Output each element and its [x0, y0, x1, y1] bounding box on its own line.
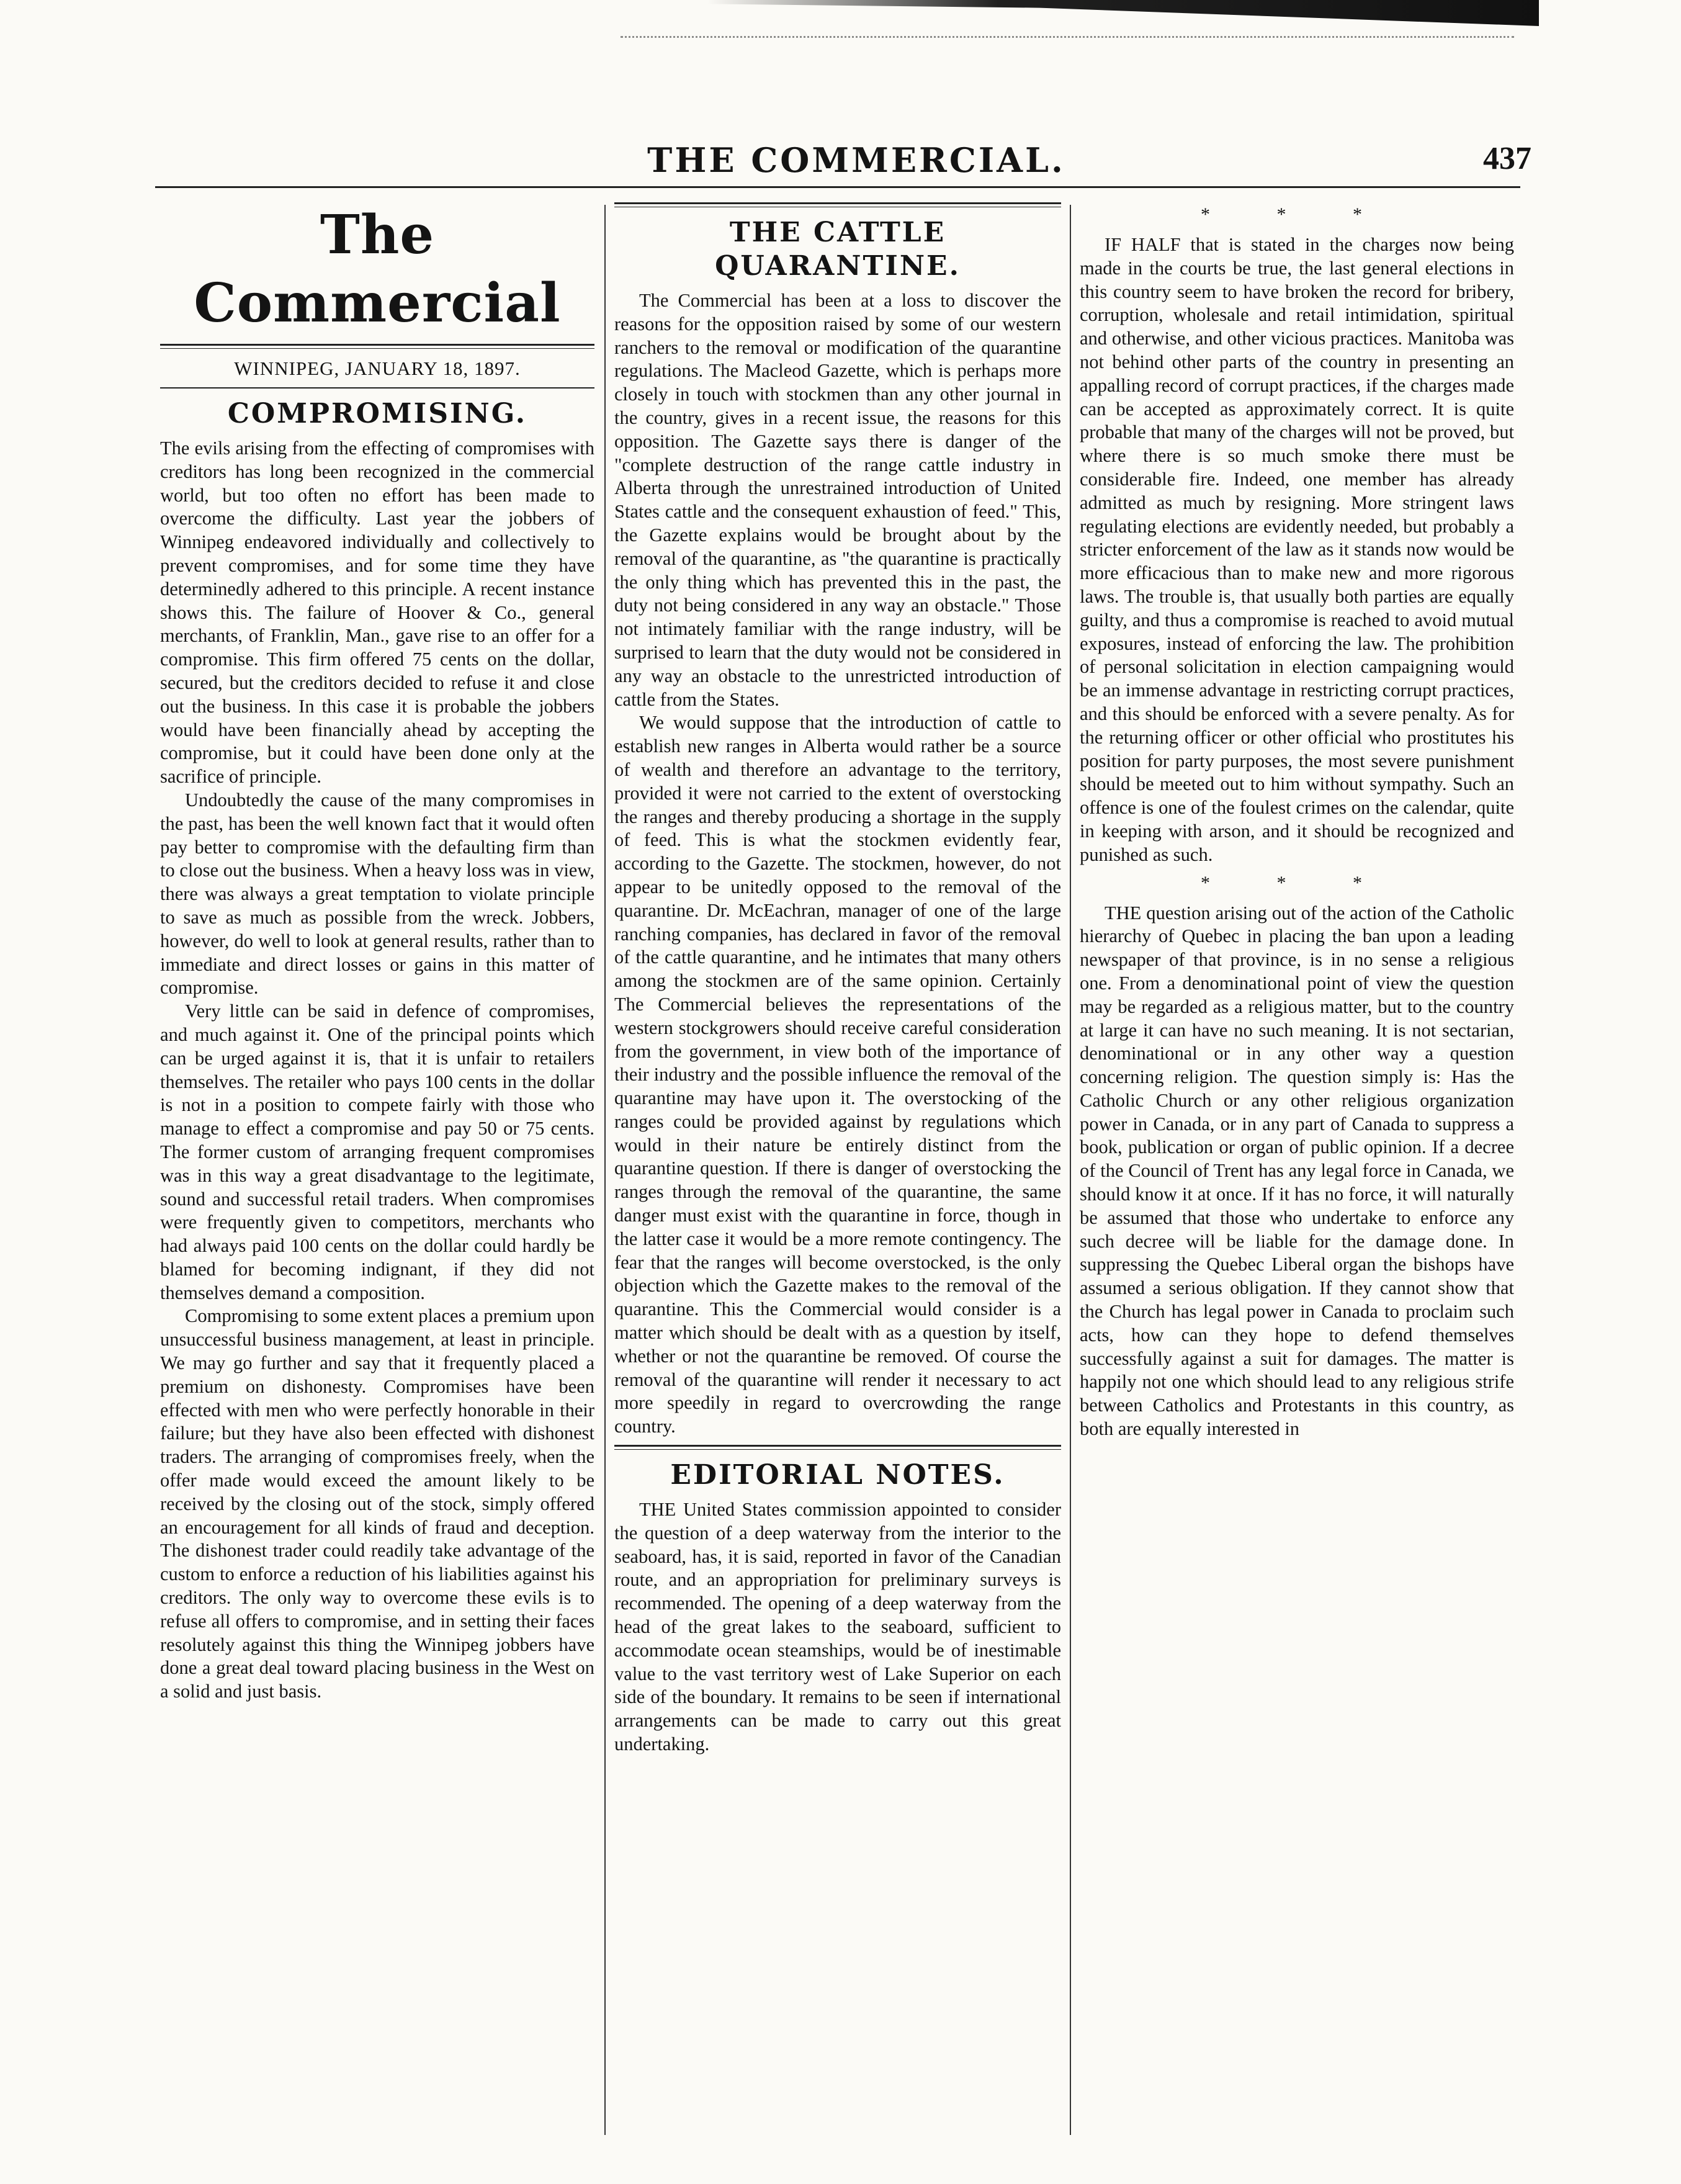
paragraph: Very little can be said in defence of compromises, and much against it. One of the principal points which can be urged against it is, that it is unfair to retailers themselves. The retailer who pays 100 cents in the dollar is not in a position to compete fairly with those who manage to effect a compromise and pay 50 or 75 cents. The former custom of arranging frequent compromises was in this way a great disadvantage to the legitimate, sound and successful retail traders. When compromises were frequently given to competitors, merchants who had always paid 100 cents on the dollar could hardly be blamed for becoming indignant, if they did not themselves demand a composition.	[160, 1000, 594, 1303]
separator-stars: * * *	[1201, 872, 1393, 893]
paragraph: The evils arising from the effecting of compromises with creditors has long been recognized in the commercial world, but too often no effort has been made to overcome the difficulty. Last year the jobbers of Winnipeg endeavored individually and collectively to prevent compromises, and for some time they have determinedly adhered to this principle. A recent instance shows this. The failure of Hoover & Co., general merchants, of Franklin, Man., gave rise to an offer for a compromise. This firm offered 75 cents on the dollar, secured, but the creditors decided to refuse it and close out the business. In this case it is probable the jobbers would have been financially ahead by accepting the compromise, but it could have been done only at the sacrifice of principle.	[160, 438, 594, 788]
header-rule	[155, 186, 1520, 188]
scan-artifact	[707, 0, 1539, 26]
running-head-title: THE COMMERCIAL.	[647, 140, 1065, 180]
paragraph: The Commercial has been at a loss to discover the reasons for the opposition raised by some of our western ranchers to the removal or modification of the quarantine regulations. The Macleod Gazette, which is perhaps more closely in touch with stockmen than any other journal in the country, gives in a recent issue, the reasons for this opposition. The Gazette says there is danger of the "complete destruction of the range cattle industry in Alberta through the unrestrained introduction of United States cattle and the consequent exhaustion of feed." This, the Gazette explains would be brought about by the removal of the quarantine, as "the quarantine is practically the only thing which has prevented this in the past, the duty not being considered in any way an obstacle." Those not intimately familiar with the range industry, will be surprised to learn that the duty would not be considered in any way an obstacle to the unrestricted introduction of cattle from the States.	[614, 290, 1061, 710]
title-rule	[160, 344, 594, 349]
heading-editorial-notes: EDITORIAL NOTES.	[670, 1459, 1005, 1491]
column-1	[160, 199, 594, 2129]
paragraph: IF HALF that is stated in the charges now being made in the courts be true, the last general elections in this country seem to have broken the record for bribery, corruption, wholesale and retail intimidation, spiritual and otherwise, and other vicious practices. Manitoba was not behind other parts of the country in presenting an appalling record of corrupt practices, if the charges made can be accepted as approximately correct. It is quite probable that many of the charges will not be proved, but where there is so much smoke there must be considerable fire. Indeed, one member has already admitted as much by resigning. More stringent laws regulating elections are evidently needed, but probably a stricter enforcement of the law as it stands now would be more efficacious than to make new and more rigorous laws. The trouble is, that usually both parties are equally guilty, and thus a compromise is reached to avoid mutual exposures, instead of enforcing the law. The prohibition of personal solicitation in election campaigning would be an immense advantage in restricting corrupt practices, and this should be enforced with a severe penalty. As for the returning officer or other official who prostitutes his position for party purposes, the most severe punishment should be meeted out to him without sympathy. Such an offence is one of the foulest crimes on the calendar, quite in keeping with arson, and it should be recognized and punished as such.	[1080, 234, 1514, 865]
page-number: 437	[1483, 141, 1531, 176]
paragraph: THE question arising out of the action of the Catholic hierarchy of Quebec in placing the ban upon a leading newspaper of that province, is in no sense a religious one. From a denominational point of view the question may be regarded as a religious matter, but to the country at large it can have no such meaning. It is not sectarian, denominational or in any other way a question concerning religion. The question simply is: Has the Catholic Church or any other religious organization power in Canada, or in any part of Canada to suppress a book, publication or organ of public opinion. If a decree of the Council of Trent has any legal force in Canada, we should know it at once. If it has no force, it will naturally be assumed that those who undertake to enforce any such decree will be liable for the damage done. In suppressing the Quebec Liberal organ the bishops have assumed a serious obligation. If they cannot show that the Church has legal power in Canada to proclaim such acts, how can they hope to defend themselves successfully against a suit for damages. The matter is happily not one which should lead to any religious strife between Catholics and Protestants in this country, as both are equally interested in	[1080, 902, 1514, 1440]
column-2	[614, 199, 1061, 2129]
heading-cattle-quarantine: THE CATTLE QUARANTINE.	[715, 217, 961, 282]
paper-title: The Commercial	[194, 204, 561, 335]
column-3	[1080, 199, 1514, 2129]
separator-stars: * * *	[1201, 204, 1393, 225]
dateline: WINNIPEG, JANUARY 18, 1897.	[234, 357, 521, 379]
scan-artifact-dots	[621, 36, 1514, 44]
section-rule	[614, 202, 1061, 207]
column-rule-2	[1070, 205, 1071, 2135]
column-rule-1	[604, 205, 606, 2135]
paragraph: We would suppose that the introduction of cattle to establish new ranges in Alberta would rather be a source of wealth and therefore an advantage to the territory, provided it were not carried to the extent of overstocking the ranges and thereby producing a shortage in the supply of feed. This is what the stockmen evidently fear, according to the Gazette. The stockmen, however, do not appear to be unitedly opposed to the removal of the quarantine. Dr. McEachran, manager of one of the large ranching companies, has declared in favor of the removal of the cattle quarantine, and he intimates that many others among the stockmen are of the same opinion. Certainly The Commercial believes the representations of the western stockgrowers should receive careful consideration from the government, in view both of the importance of their industry and the possible influence the removal of the quarantine may have upon it. The overstocking of the ranges could be provided against by regulations which would in their nature be entirely distinct from the quarantine question. If there is danger of overstocking the ranges through the removal of the quarantine, the same danger must exist with the quarantine in force, though in the latter case it would be a more remote contingency. The fear that the ranges will become overstocked, is the only objection which the Gazette makes to the removal of the quarantine. This the Commercial would consider is a matter which should be dealt with as a question by itself, whether or not the quarantine be removed. Of course the removal of the quarantine will render it necessary to act more speedily in regard to overcrowding the range country.	[614, 712, 1061, 1437]
heading-compromising: COMPROMISING.	[227, 398, 527, 429]
section-rule	[614, 1445, 1061, 1450]
dateline-rule	[160, 387, 594, 389]
paragraph: Compromising to some extent places a premium upon unsuccessful business management, at least in principle. We may go further and say that it frequently placed a premium on dishonesty. Compromises have been effected with men who were perfectly honorable in their failure; but they have also been effected with dishonest traders. The arranging of compromises freely, when the offer made would exceed the amount likely to be received by the closing out of the stock, simply offered an encouragement for all kinds of fraud and deception. The dishonest trader could readily take advantage of the custom to enforce a reduction of his liabilities against his creditors. The only way to overcome these evils is to refuse all offers to compromise, and in setting their faces resolutely against this thing the Winnipeg jobbers have done a great deal toward placing business in the West on a solid and just basis.	[160, 1305, 594, 1702]
paragraph: THE United States commission appointed to consider the question of a deep waterway from the interior to the seaboard, has, it is said, reported in favor of the Canadian route, and an appropriation for preliminary surveys is recommended. The opening of a deep waterway from the head of the great lakes to the seaboard, sufficient to accommodate ocean steamships, would be of inestimable value to the vast territory west of Lake Superior on each side of the boundary. It remains to be seen if international arrangements can be made to carry out this great undertaking.	[614, 1499, 1061, 1755]
paragraph: Undoubtedly the cause of the many compromises in the past, has been the well known fact that it would often pay better to compromise with the defaulting firm than to close out the business. When a heavy loss was in view, there was always a great temptation to violate principle to save as much as possible from the wreck. Jobbers, however, do well to look at general results, rather than to immediate and direct losses or gains in this matter of compromise.	[160, 789, 594, 999]
